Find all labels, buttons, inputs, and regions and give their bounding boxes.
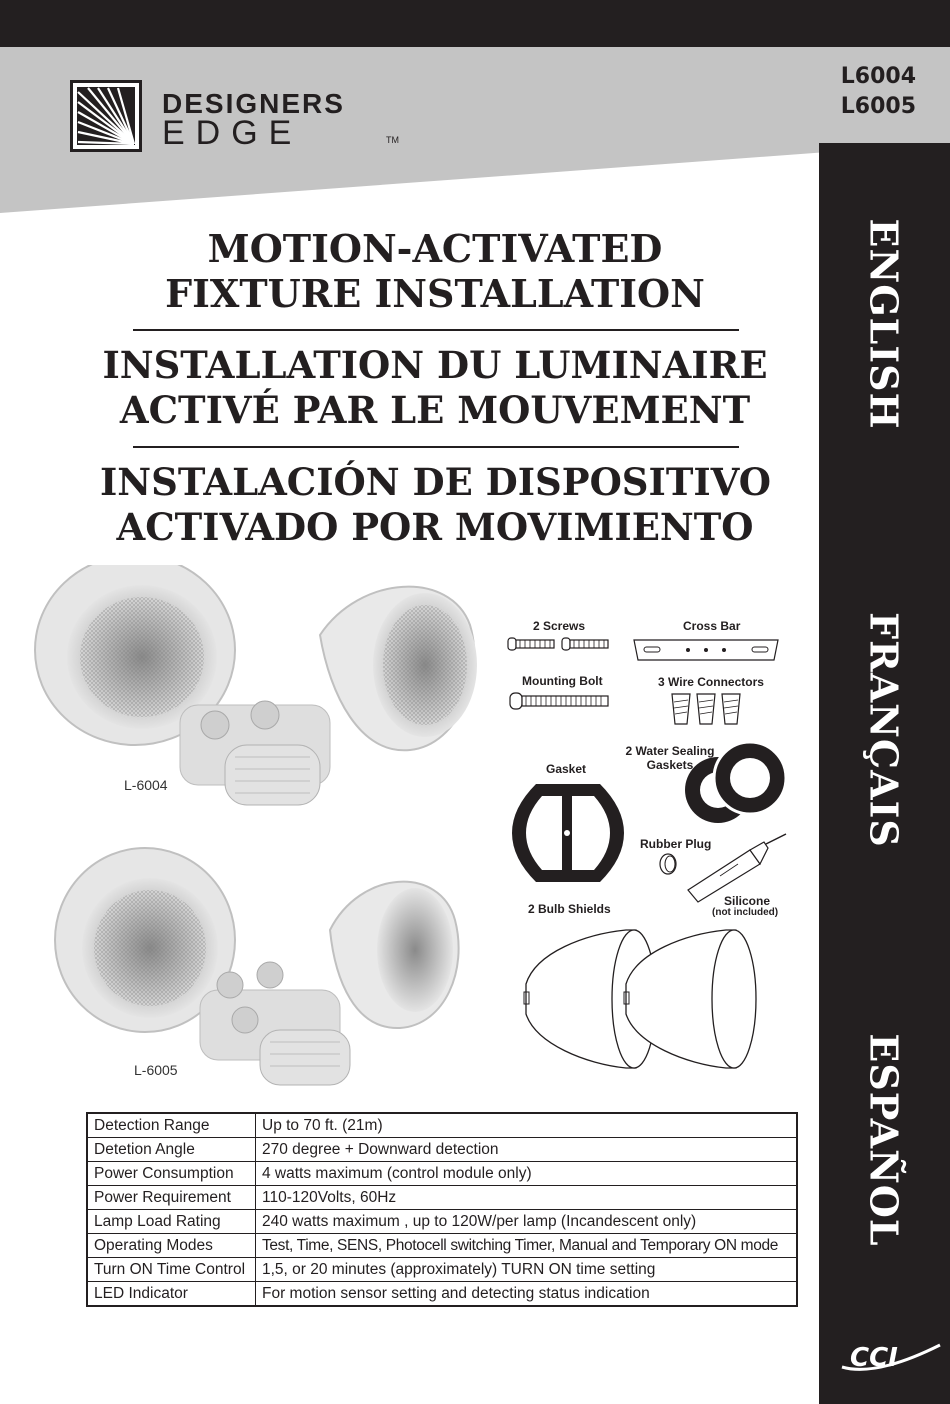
table-row xyxy=(87,1138,797,1162)
cci-logo xyxy=(836,1335,946,1379)
table-row xyxy=(87,1282,797,1307)
fixture-l6004-image xyxy=(30,565,500,815)
part-label-wire-connectors: 3 Wire Connectors xyxy=(658,675,764,689)
spec-value: 1,5, or 20 minutes (approximately) TURN ON time setting xyxy=(256,1258,798,1282)
screws-illustration xyxy=(506,634,614,654)
title-french xyxy=(100,343,770,433)
spec-label: Turn ON Time Control xyxy=(87,1258,256,1282)
spec-label: Detection Range xyxy=(87,1113,256,1138)
logo-text-edge: EDGE xyxy=(162,114,303,152)
language-label-espanol: ESPAÑOL xyxy=(861,1033,907,1247)
trademark-mark: TM xyxy=(386,135,399,145)
table-row xyxy=(87,1186,797,1210)
rubber-plug-illustration xyxy=(656,852,680,876)
title-spanish-line2: ACTIVADO POR MOVIMIENTO xyxy=(116,505,754,549)
spec-value: 4 watts maximum (control module only) xyxy=(256,1162,798,1186)
title-spanish-line1: INSTALACIÓN DE DISPOSITIVO xyxy=(100,460,771,504)
title-french-line1: INSTALLATION DU LUMINAIRE xyxy=(102,343,768,387)
wire-connectors-illustration xyxy=(668,690,746,730)
part-label-rubber-plug: Rubber Plug xyxy=(640,837,712,851)
cci-logo-text: CCI xyxy=(850,1343,898,1373)
spec-label: Power Consumption xyxy=(87,1162,256,1186)
title-english-line2: FIXTURE INSTALLATION xyxy=(165,271,705,316)
model-number-l6005: L6005 xyxy=(840,94,916,119)
spec-label: Power Requirement xyxy=(87,1186,256,1210)
title-english-line1: MOTION-ACTIVATED xyxy=(207,226,663,271)
part-label-mounting-bolt: Mounting Bolt xyxy=(522,674,603,688)
part-label-screws: 2 Screws xyxy=(533,619,586,633)
spec-value: 240 watts maximum , up to 120W/per lamp (Incandescent only) xyxy=(256,1210,798,1234)
spec-value: Test, Time, SENS, Photocell switching Timer, Manual and Temporary ON mode xyxy=(256,1234,798,1258)
language-label-francais: FRANÇAIS xyxy=(861,612,907,848)
fixture-l6005-image xyxy=(50,840,470,1090)
part-label-water-gaskets-line2: Gaskets xyxy=(646,758,694,772)
part-label-bulb-shields: 2 Bulb Shields xyxy=(528,902,611,916)
part-label-cross-bar: Cross Bar xyxy=(683,619,741,633)
part-label-silicone-note: (not included) xyxy=(712,907,779,918)
title-spanish xyxy=(100,460,770,550)
fixture-label-l6004: L-6004 xyxy=(124,777,168,793)
cross-bar-illustration xyxy=(630,636,782,664)
water-sealing-gaskets-illustration xyxy=(680,738,790,828)
table-row xyxy=(87,1210,797,1234)
title-divider xyxy=(133,446,739,448)
language-label-english: ENGLISH xyxy=(861,218,907,430)
title-divider xyxy=(133,329,739,331)
model-number-l6004: L6004 xyxy=(840,64,916,89)
title-english xyxy=(100,226,770,316)
part-label-water-gaskets-line1: 2 Water Sealing xyxy=(625,744,715,758)
table-row xyxy=(87,1113,797,1138)
spec-value: 270 degree + Downward detection xyxy=(256,1138,798,1162)
logo-text-designers: DESIGNERS xyxy=(162,88,345,119)
part-label-silicone: Silicone xyxy=(724,894,771,908)
designers-edge-logo xyxy=(70,80,410,156)
part-label-gasket: Gasket xyxy=(546,762,587,776)
table-row xyxy=(87,1162,797,1186)
spec-value: Up to 70 ft. (21m) xyxy=(256,1113,798,1138)
specifications-table xyxy=(86,1112,798,1307)
spec-label: Lamp Load Rating xyxy=(87,1210,256,1234)
top-black-band xyxy=(0,0,950,47)
spec-value: For motion sensor setting and detecting status indication xyxy=(256,1282,798,1307)
sunburst-logo-icon xyxy=(70,80,142,152)
spec-value: 110-120Volts, 60Hz xyxy=(256,1186,798,1210)
fixture-label-l6005: L-6005 xyxy=(134,1062,178,1078)
table-row xyxy=(87,1234,797,1258)
bulb-shields-illustration xyxy=(516,922,760,1078)
gasket-illustration xyxy=(506,778,630,888)
spec-label: Detetion Angle xyxy=(87,1138,256,1162)
spec-label: Operating Modes xyxy=(87,1234,256,1258)
mounting-bolt-illustration xyxy=(508,690,612,712)
title-french-line2: ACTIVÉ PAR LE MOUVEMENT xyxy=(119,388,751,432)
spec-label: LED Indicator xyxy=(87,1282,256,1307)
table-row xyxy=(87,1258,797,1282)
